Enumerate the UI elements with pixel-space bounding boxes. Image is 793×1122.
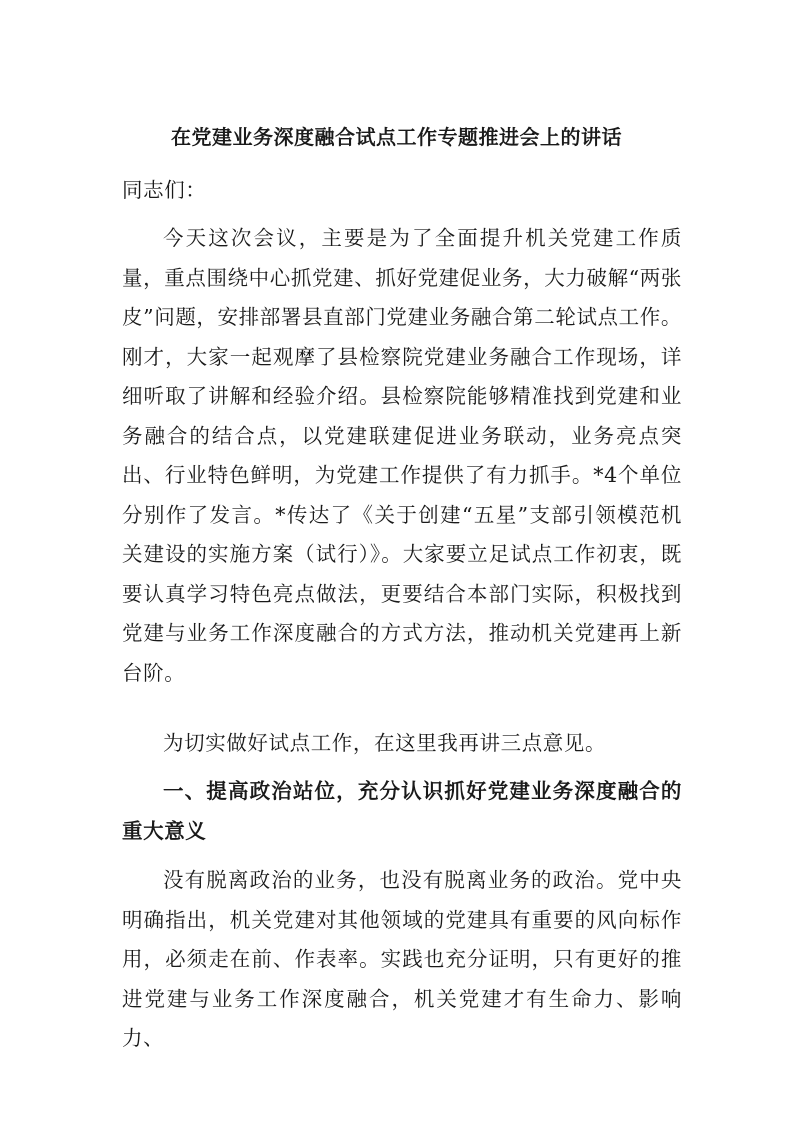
salutation: 同志们： xyxy=(122,178,207,202)
section-paragraph: 没有脱离政治的业务，也没有脱离业务的政治。党中央明确指出，机关党建对其他领域的党建具有重要的风向标作用，必须走在前、作表率。实践也充分证明，只有更好的推进党建与业务工作深度融合，机关党建才有生命力、影响力、 xyxy=(122,868,682,1050)
paragraph-transition: 为切实做好试点工作，在这里我再讲三点意见。 xyxy=(163,731,607,755)
section-heading: 一、提高政治站位，充分认识抓好党建业务深度融合的重大意义 xyxy=(122,779,682,843)
paragraph-intro: 今天这次会议，主要是为了全面提升机关党建工作质量，重点围绕中心抓党建、抓好党建促业务，大力破解“两张皮”问题，安排部署县直部门党建业务融合第二轮试点工作。刚才，大家一起观摩了县检察院党建业务融合工作现场，详细听取了讲解和经验介绍。县检察院能够精准找到党建和业务融合的结合点，以党建联建促进业务联动，业务亮点突出、行业特色鲜明，为党建工作提供了有力抓手。*4个单位分别作了发言。*传达了《关于创建“五星”支部引领模范机关建设的实施方案（试行）》。大家要立足试点工作初衷，既要认真学习特色亮点做法，更要结合本部门实际，积极找到党建与业务工作深度融合的方式方法，推动机关党建再上新台阶。 xyxy=(122,226,682,685)
document-title: 在党建业务深度融合试点工作专题推进会上的讲话 xyxy=(171,125,622,149)
